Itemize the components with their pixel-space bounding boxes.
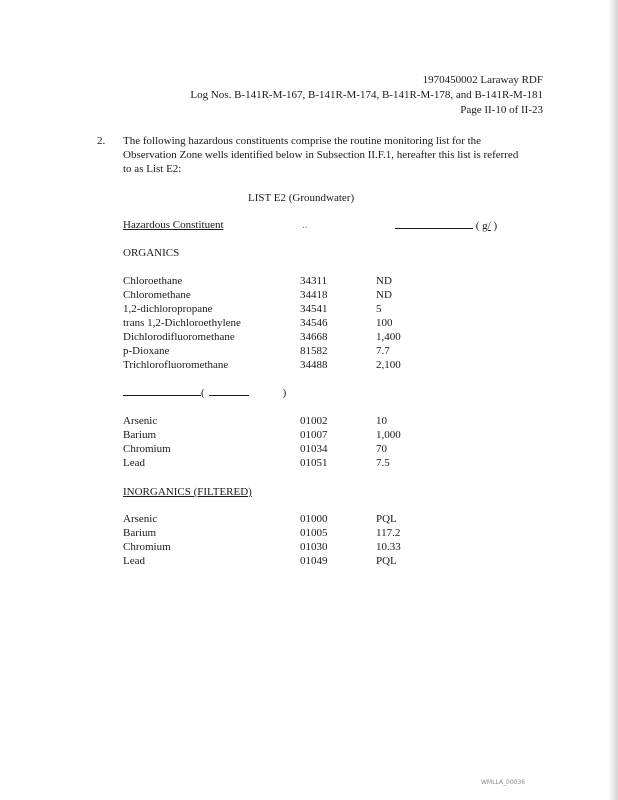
paragraph-2 [97, 134, 527, 176]
constituent-name: Chloromethane [123, 289, 191, 301]
document-bates-id: WMLLA_00036 [481, 779, 526, 786]
storet-code: 34546 [300, 317, 328, 329]
limit-value: 100 [376, 317, 393, 329]
limit-value: 1,400 [376, 331, 401, 343]
constituent-name: Dichlorodifluoromethane [123, 331, 235, 343]
constituent-name: trans 1,2-Dichloroethylene [123, 317, 241, 329]
storet-code: 01049 [300, 555, 328, 567]
limit-value: ND [376, 289, 392, 301]
storet-code: 01034 [300, 443, 328, 455]
metals-table [123, 414, 456, 470]
storet-code: 01051 [300, 457, 328, 469]
storet-code: 01002 [300, 415, 328, 427]
limit-value: ND [376, 275, 392, 287]
table-row [123, 414, 456, 428]
table-row [123, 554, 456, 568]
page-edge [608, 0, 618, 800]
table-row [123, 358, 456, 372]
storet-code: 01030 [300, 541, 328, 553]
table-row [123, 344, 456, 358]
section-title-metals [123, 385, 286, 400]
table-row [123, 316, 456, 330]
table-row [123, 288, 456, 302]
constituent-name: Lead [123, 457, 145, 469]
constituent-name: Barium [123, 429, 156, 441]
table-row [123, 442, 456, 456]
table-row [123, 456, 456, 470]
units-blank-line [395, 218, 473, 229]
metals-title-blank-line-2 [209, 385, 249, 396]
constituent-name: Arsenic [123, 513, 158, 525]
storet-code: 34311 [300, 275, 328, 287]
limit-value: 70 [376, 443, 387, 455]
metals-open-paren: ( [201, 387, 205, 399]
limit-value: 7.5 [376, 457, 390, 469]
column-header-constituent: Hazardous Constituent [123, 219, 224, 231]
units-close-paren: ) [493, 220, 498, 232]
constituent-name: Chromium [123, 541, 171, 553]
inorganics-filtered-table [123, 512, 456, 568]
constituent-name: Chloroethane [123, 275, 183, 287]
table-row [123, 526, 456, 540]
storet-code: 01005 [300, 527, 328, 539]
storet-code: 01000 [300, 513, 328, 525]
page-header [190, 73, 543, 118]
storet-code: 01007 [300, 429, 328, 441]
units-label: g/ [482, 220, 491, 232]
constituent-name: Lead [123, 555, 145, 567]
section-title-organics: ORGANICS [123, 247, 180, 259]
limit-value: 117.2 [376, 527, 401, 539]
storet-code: 34668 [300, 331, 328, 343]
storet-code: 34488 [300, 359, 328, 371]
header-facility-id: 1970450002 Laraway RDF [422, 74, 543, 86]
table-row [123, 540, 456, 554]
limit-value: 2,100 [376, 359, 401, 371]
units-open-paren: ( [475, 220, 480, 232]
storet-code: 81582 [300, 345, 328, 357]
header-page-number: Page II-10 of II-23 [460, 104, 543, 116]
constituent-name: p-Dioxane [123, 345, 170, 357]
column-header-units [395, 218, 497, 233]
constituent-name: Arsenic [123, 415, 158, 427]
constituent-name: 1,2-dichloropropane [123, 303, 213, 315]
constituent-name: Chromium [123, 443, 171, 455]
storet-code: 34418 [300, 289, 328, 301]
header-log-numbers: Log Nos. B-141R-M-167, B-141R-M-174, B-141R-M-178, and B-141R-M-181 [190, 89, 543, 101]
paragraph-text: The following hazardous constituents comprise the routine monitoring list for the Observation Zone wells identified below in Subsection II.F.1, hereafter this list is referred to as List E2: [123, 135, 519, 175]
storet-code: 34541 [300, 303, 328, 315]
constituent-name: Barium [123, 527, 156, 539]
column-header-storet: .. [302, 219, 308, 231]
table-row [123, 330, 456, 344]
metals-title-blank-line [123, 385, 201, 396]
section-title-inorganics-filtered: INORGANICS (FILTERED) [123, 486, 252, 498]
table-row [123, 274, 456, 288]
organics-table [123, 274, 456, 372]
constituent-name: Trichlorofluoromethane [123, 359, 229, 371]
limit-value: PQL [376, 513, 397, 525]
table-row [123, 302, 456, 316]
limit-value: 7.7 [376, 345, 390, 357]
limit-value: 1,000 [376, 429, 401, 441]
limit-value: 10 [376, 415, 387, 427]
paragraph-number: 2. [97, 135, 106, 147]
metals-close-paren: ) [282, 387, 287, 399]
list-title: LIST E2 (Groundwater) [248, 192, 355, 204]
table-row [123, 512, 456, 526]
limit-value: PQL [376, 555, 397, 567]
limit-value: 10.33 [376, 541, 401, 553]
table-row [123, 428, 456, 442]
limit-value: 5 [376, 303, 382, 315]
